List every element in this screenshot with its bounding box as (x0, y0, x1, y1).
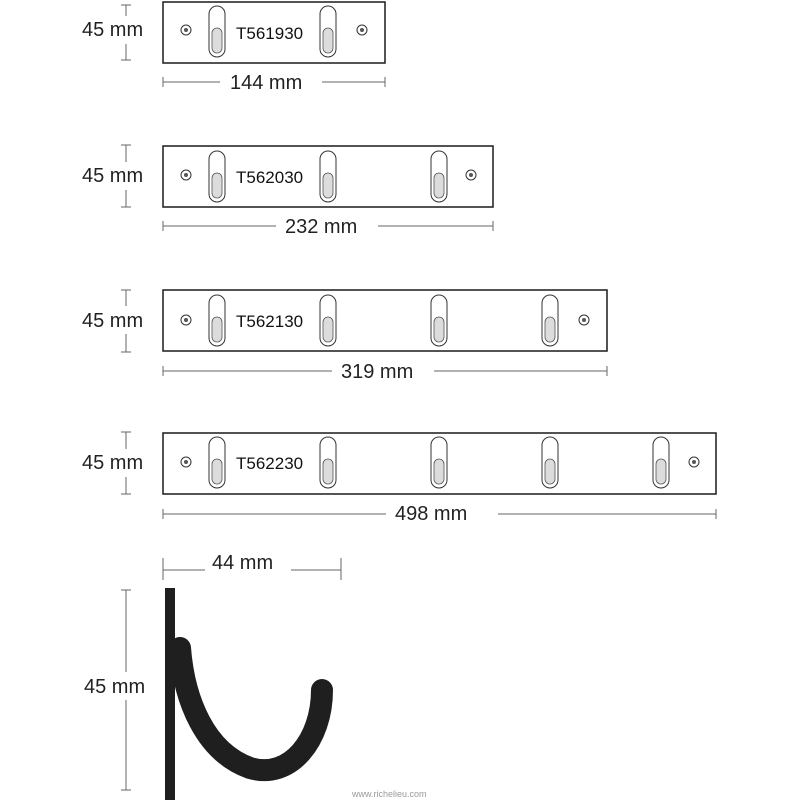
hook-slot (542, 295, 558, 346)
product-code: T562030 (236, 168, 304, 187)
height-label: 45 mm (82, 19, 144, 41)
hook-slot (431, 437, 447, 488)
screw-hole-right (689, 457, 699, 467)
length-label: 232 mm (285, 216, 358, 238)
hook-slot (320, 437, 336, 488)
hook-shape (180, 648, 322, 770)
height-label: 45 mm (82, 310, 144, 332)
hook-slot (320, 151, 336, 202)
hook-slot (431, 295, 447, 346)
hook-slot (320, 6, 336, 57)
rack-t562230 (80, 432, 716, 526)
hook-slot (320, 295, 336, 346)
rack-plate (163, 290, 607, 351)
height-label: 45 mm (82, 452, 144, 474)
screw-hole-right (579, 315, 589, 325)
watermark: www.richelieu.com (352, 789, 427, 799)
hook-slot (209, 437, 225, 488)
hook-slot (653, 437, 669, 488)
screw-hole-right (357, 25, 367, 35)
hook-slot (209, 295, 225, 346)
length-label: 144 mm (230, 72, 303, 94)
rack-t562130 (80, 290, 607, 383)
screw-hole-left (181, 170, 191, 180)
rack-t561930 (80, 2, 385, 94)
hook-slot (431, 151, 447, 202)
product-code: T562130 (236, 312, 304, 331)
mounting-bar-profile (165, 588, 175, 800)
length-label: 498 mm (395, 503, 468, 525)
screw-hole-left (181, 457, 191, 467)
rack-t562030 (80, 145, 493, 238)
product-code: T561930 (236, 24, 304, 43)
hook-slot (209, 6, 225, 57)
hook-slot (542, 437, 558, 488)
hook-slot (209, 151, 225, 202)
screw-hole-left (181, 25, 191, 35)
length-label: 319 mm (341, 361, 414, 383)
screw-hole-right (466, 170, 476, 180)
profile-height-label: 45 mm (84, 676, 146, 698)
depth-label: 44 mm (212, 552, 274, 574)
height-label: 45 mm (82, 165, 144, 187)
product-code: T562230 (236, 454, 304, 473)
screw-hole-left (181, 315, 191, 325)
hook-profile (82, 548, 341, 800)
